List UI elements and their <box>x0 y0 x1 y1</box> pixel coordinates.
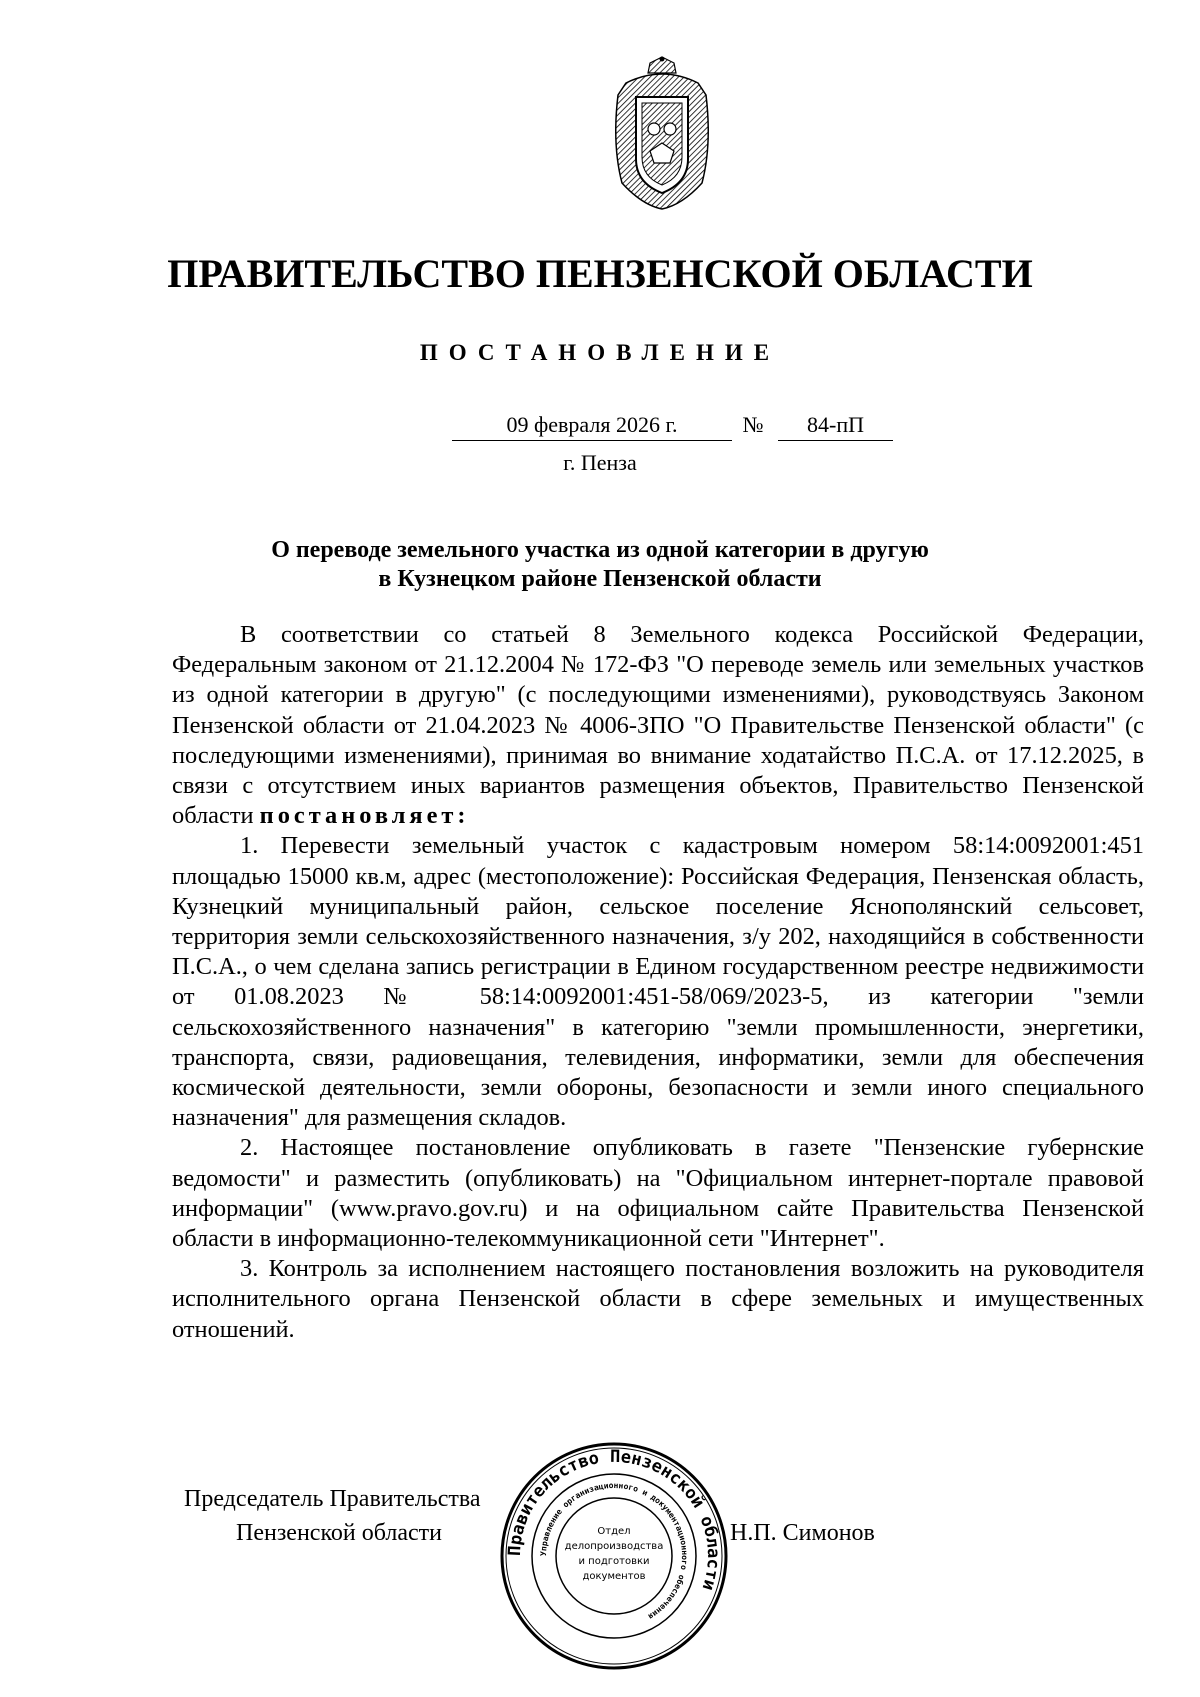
signer-name: Н.П. Симонов <box>730 1520 875 1546</box>
stamp-inner-text: Управление организационного и документационного обеспечения <box>538 1480 690 1622</box>
subject-line-1: О переводе земельного участка из одной категории в другую <box>271 537 929 563</box>
coat-of-arms-icon <box>598 55 726 210</box>
item-3: 3. Контроль за исполнением настоящего постановления возложить на руководителя исполнительного органа Пензенской области в сфере земельных и имущественных отношений. <box>172 1255 1144 1343</box>
item-1: 1. Перевести земельный участок с кадастровым номером 58:14:0092001:451 площадью 15000 кв.м, адрес (местоположение): Российская Федерация, Пензенская область, Кузнецкий муниципальный район, сельское поселение Яснополянский сельсовет, территория земли сельскохозяйственного назначения, з/у 202, находящийся в собственности П.С.А., о чем сделана запись регистрации в Едином государственном реестре недвижимости от 01.08.2023 № 58:14:0092001:451-58/069/2023-5, из категории "земли сельскохозяйственного назначения" в категорию "земли промышленности, энергетики, транспорта, связи, радиовещания, телевидения, информатики, земли для обеспечения космической деятельности, земли обороны, безопасности и земли иного специального назначения" для размещения складов. <box>172 832 1144 1132</box>
government-title: ПРАВИТЕЛЬСТВО ПЕНЗЕНСКОЙ ОБЛАСТИ <box>167 251 1033 296</box>
official-stamp <box>498 1440 730 1672</box>
subject-line-2: в Кузнецком районе Пензенской области <box>378 566 822 592</box>
signer-title-line-2: Пензенской области <box>236 1520 442 1546</box>
stamp-center-line: документов <box>582 1571 646 1582</box>
preamble-text: В соответствии со статьей 8 Земельного кодекса Российской Федерации, Федеральным законом от 21.12.2004 № 172-ФЗ "О переводе земель или земельных участков из одной категории в другую" (с последующими изменениями), руководствуясь Законом Пензенской области от 21.04.2023 № 4006-ЗПО "О Правительстве Пензенской области" (с последующими изменениями), принимая во внимание ходатайство П.С.А. от 17.12.2025, в связи с отсутствием иных вариантов размещения объектов, Правительство Пензенской области <box>172 621 1144 830</box>
decree-word: постановляет: <box>259 802 470 830</box>
document-type: ПОСТАНОВЛЕНИЕ <box>419 340 781 365</box>
preamble-paragraph <box>172 620 1144 831</box>
item-2: 2. Настоящее постановление опубликовать в газете "Пензенские губернские ведомости" и разместить (опубликовать) на "Официальном интернет-портале правовой информации" (www.pravo.gov.ru) и на официальном сайте Правительства Пензенской области в информационно-телекоммуникационной сети "Интернет". <box>172 1134 1144 1253</box>
number-sign: № <box>742 412 764 437</box>
stamp-center-line: делопроизводства <box>564 1541 664 1552</box>
document-city: г. Пенза <box>563 450 637 475</box>
document-subject <box>170 536 1030 594</box>
stamp-outer-text: Правительство Пензенской области <box>504 1446 724 1593</box>
signer-title-line-1: Председатель Правительства <box>184 1486 481 1512</box>
date-number-line <box>0 410 1200 444</box>
stamp-center-line: Отдел <box>597 1526 631 1537</box>
document-number: 84-пП <box>778 410 893 441</box>
stamp-center-line: и подготовки <box>578 1556 650 1567</box>
document-date: 09 февраля 2026 г. <box>452 410 732 441</box>
document-body <box>172 620 1144 1345</box>
